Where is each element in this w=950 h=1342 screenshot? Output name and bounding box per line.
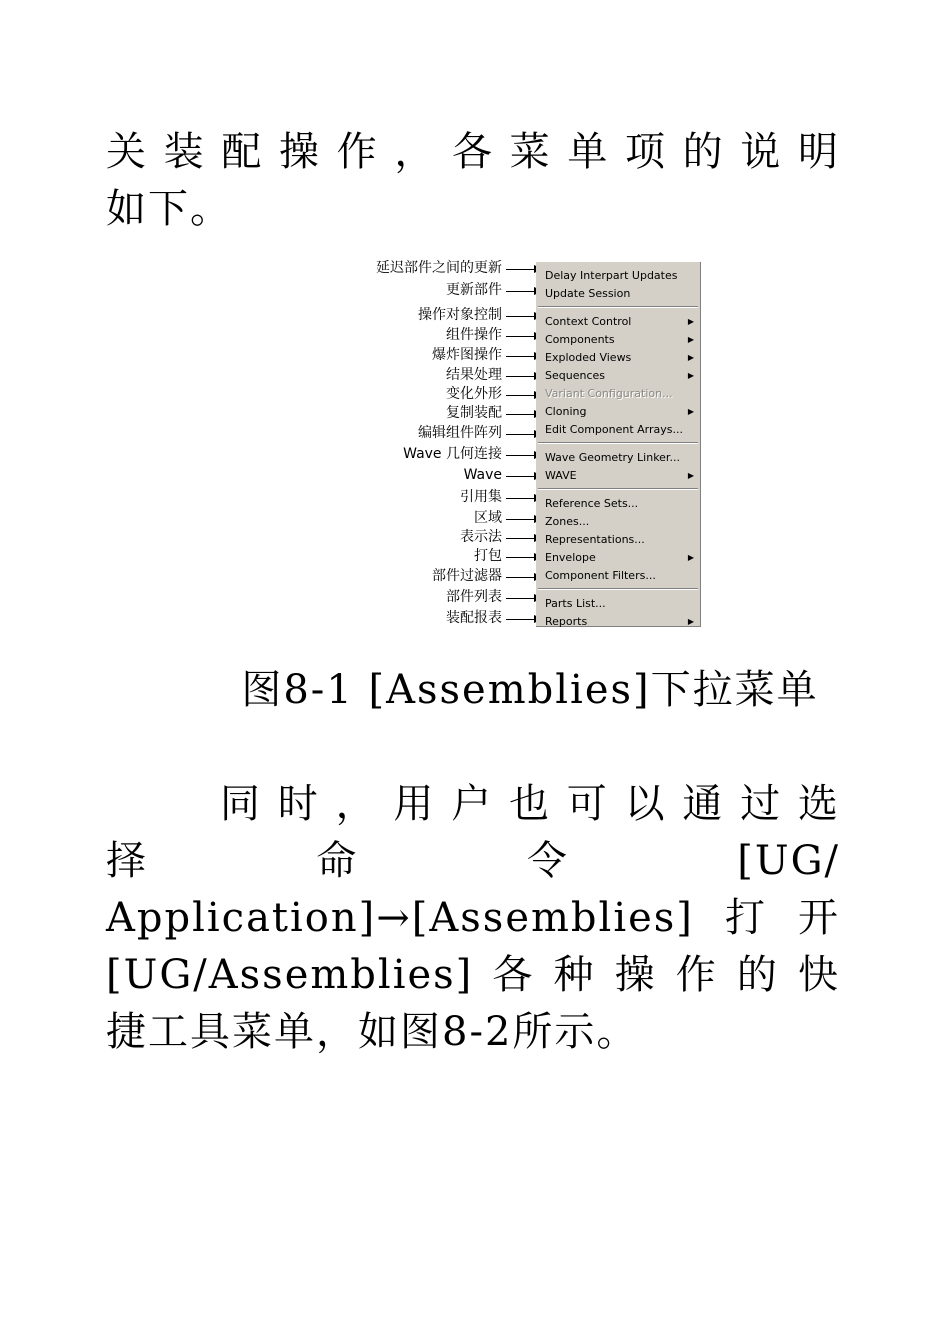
menu-item-label: Variant Configuration... bbox=[545, 387, 673, 400]
callout-label: 变化外形 bbox=[446, 386, 502, 402]
menu-item-label: Edit Component Arrays... bbox=[545, 423, 684, 436]
body-line-3: Application]→[Assemblies]打开 bbox=[106, 895, 840, 941]
callout-label: 编辑组件阵列 bbox=[418, 425, 502, 441]
body-line-5: 捷工具菜单，如图8-2所示。 bbox=[106, 1009, 639, 1055]
submenu-arrow-icon: ▶ bbox=[687, 471, 694, 480]
callout-label: 操作对象控制 bbox=[418, 307, 502, 323]
menu-separator bbox=[538, 488, 698, 490]
menu-item-label: Delay Interpart Updates bbox=[545, 269, 678, 282]
menu-item-label: WAVE bbox=[545, 469, 577, 482]
menu-item bbox=[536, 286, 700, 302]
menu-item-label: Component Filters... bbox=[545, 569, 656, 582]
menu-item-label: Components bbox=[545, 333, 615, 346]
menu-item-label: Reports bbox=[545, 615, 588, 628]
callout-label: 结果处理 bbox=[446, 367, 502, 383]
menu-item-label: Exploded Views bbox=[545, 351, 632, 364]
menu-item bbox=[536, 468, 700, 484]
submenu-arrow-icon: ▶ bbox=[687, 407, 694, 416]
submenu-arrow-icon: ▶ bbox=[687, 553, 694, 562]
intro-line-1: 关装配操作，各菜单项的说明 bbox=[106, 129, 840, 175]
intro-line-2: 如下。 bbox=[106, 186, 232, 232]
submenu-arrow-icon: ▶ bbox=[687, 335, 694, 344]
menu-item-label: Wave Geometry Linker... bbox=[545, 451, 680, 464]
submenu-arrow-icon: ▶ bbox=[687, 353, 694, 362]
submenu-arrow-icon: ▶ bbox=[687, 317, 694, 326]
menu-item bbox=[536, 386, 700, 402]
submenu-arrow-icon: ▶ bbox=[687, 617, 694, 626]
menu-item-label: Representations... bbox=[545, 533, 645, 546]
menu-item-label: Parts List... bbox=[545, 597, 606, 610]
callout-label: 区域 bbox=[474, 510, 502, 526]
menu-item bbox=[536, 614, 700, 630]
assemblies-menu-figure bbox=[352, 256, 702, 632]
callout-label: 复制装配 bbox=[446, 405, 502, 421]
callout-label: 装配报表 bbox=[446, 610, 502, 626]
menu-item bbox=[536, 532, 700, 548]
submenu-arrow-icon: ▶ bbox=[687, 371, 694, 380]
callout-label: 部件列表 bbox=[446, 589, 502, 605]
callout-label: 引用集 bbox=[460, 489, 502, 505]
menu-separator bbox=[538, 588, 698, 590]
menu-item bbox=[536, 332, 700, 348]
menu-item-label: Envelope bbox=[545, 551, 596, 564]
menu-item bbox=[536, 422, 700, 438]
menu-item-label: Cloning bbox=[545, 405, 587, 418]
menu-item bbox=[536, 314, 700, 330]
menu-item-label: Zones... bbox=[545, 515, 590, 528]
figure-caption: 图8-1 [Assemblies]下拉菜单 bbox=[241, 667, 819, 713]
callout-label: 更新部件 bbox=[446, 282, 502, 298]
menu-item bbox=[536, 268, 700, 284]
menu-item-label: Sequences bbox=[545, 369, 605, 382]
callout-label: Wave 几何连接 bbox=[403, 446, 502, 462]
callout-label: Wave bbox=[463, 467, 502, 483]
callout-label: 组件操作 bbox=[446, 327, 502, 343]
menu-item bbox=[536, 404, 700, 420]
body-line-1: 同时，用户也可以通过选 bbox=[220, 781, 840, 827]
menu-item bbox=[536, 450, 700, 466]
menu-item-label: Reference Sets... bbox=[545, 497, 639, 510]
menu-item bbox=[536, 496, 700, 512]
menu-item bbox=[536, 350, 700, 366]
menu-item bbox=[536, 568, 700, 584]
callout-label: 爆炸图操作 bbox=[432, 347, 502, 363]
callout-label: 延迟部件之间的更新 bbox=[376, 260, 502, 276]
menu-item bbox=[536, 368, 700, 384]
callout-label: 表示法 bbox=[460, 529, 502, 545]
assemblies-dropdown-menu bbox=[536, 262, 701, 627]
body-line-2: 择 命 令 [UG/ bbox=[106, 838, 840, 884]
menu-separator bbox=[538, 306, 698, 308]
menu-separator bbox=[538, 442, 698, 444]
menu-item bbox=[536, 550, 700, 566]
callout-label: 打包 bbox=[474, 548, 502, 564]
callout-label: 部件过滤器 bbox=[432, 568, 502, 584]
menu-item-label: Update Session bbox=[545, 287, 631, 300]
menu-item bbox=[536, 514, 700, 530]
menu-item bbox=[536, 596, 700, 612]
menu-item-label: Context Control bbox=[545, 315, 632, 328]
body-line-4: [UG/Assemblies]各种操作的快 bbox=[106, 952, 840, 998]
